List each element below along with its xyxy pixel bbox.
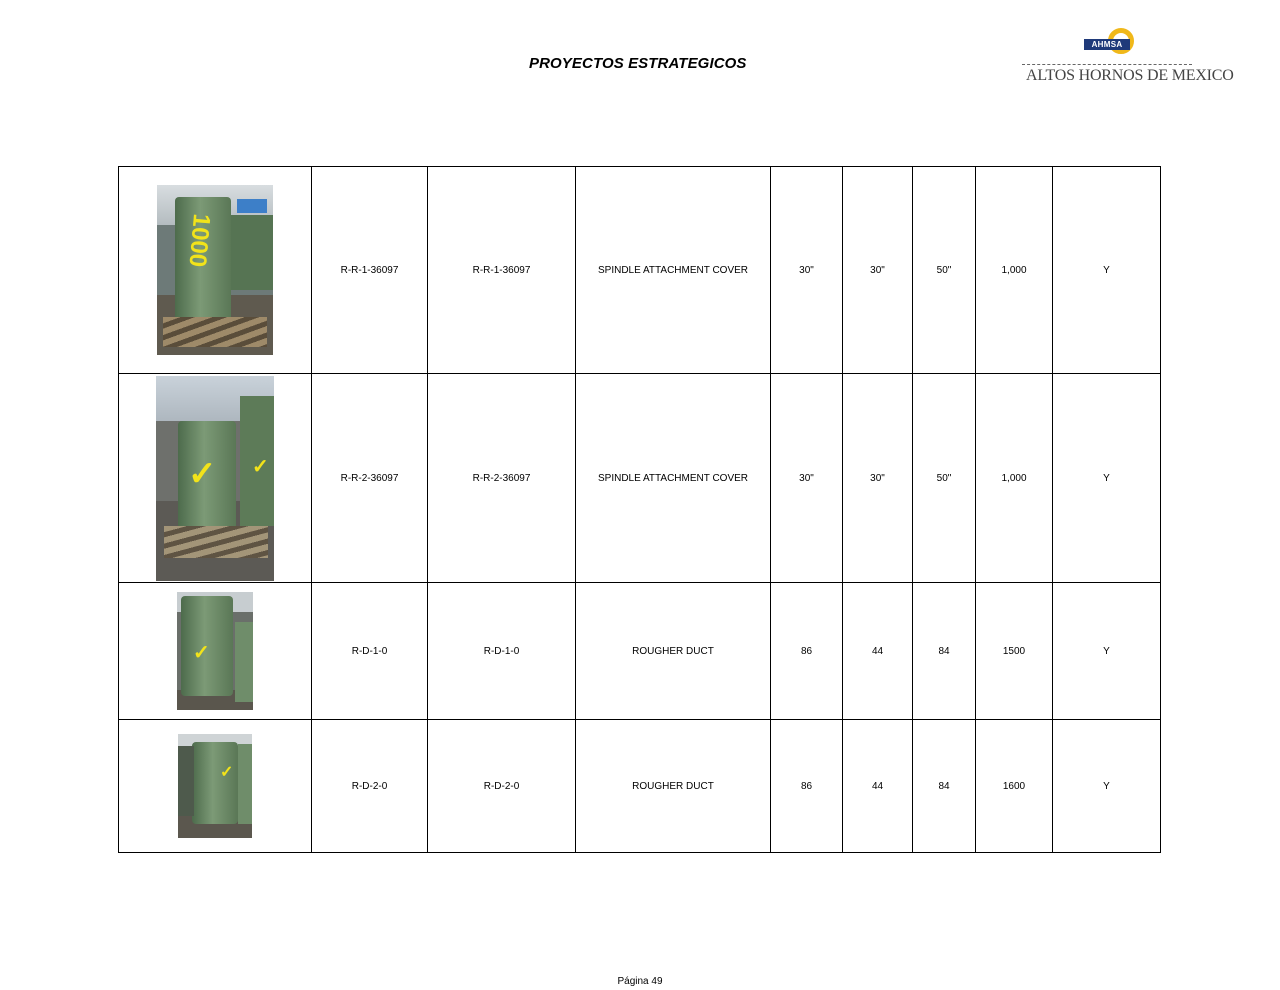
table-row	[119, 167, 1161, 374]
photo-cell	[119, 374, 312, 583]
photo-cell	[119, 167, 312, 374]
dimension-2-cell: 30"	[843, 374, 913, 583]
dimension-1-cell: 86	[771, 583, 843, 720]
dimension-2-cell: 44	[843, 720, 913, 853]
code-cell: R-D-1-0	[312, 583, 428, 720]
weight-cell: 1,000	[976, 374, 1053, 583]
dimension-1-cell: 30"	[771, 374, 843, 583]
dimension-1-cell: 86	[771, 720, 843, 853]
table-row	[119, 374, 1161, 583]
description-cell: ROUGHER DUCT	[576, 583, 771, 720]
code-cell: R-D-2-0	[312, 720, 428, 853]
weight-cell: 1,000	[976, 167, 1053, 374]
dimension-3-cell: 50"	[913, 167, 976, 374]
company-logo	[1020, 24, 1234, 88]
logo-badge: AHMSA	[1084, 39, 1130, 50]
logo-divider	[1022, 64, 1192, 65]
dimension-1-cell: 30"	[771, 167, 843, 374]
dimension-3-cell: 50"	[913, 374, 976, 583]
weight-cell: 1600	[976, 720, 1053, 853]
page-title: PROYECTOS ESTRATEGICOS	[529, 55, 747, 72]
flag-cell: Y	[1053, 374, 1161, 583]
flag-cell: Y	[1053, 167, 1161, 374]
parts-table	[118, 166, 1161, 853]
code-cell: R-R-2-36097	[312, 374, 428, 583]
code-cell: R-R-1-36097	[312, 167, 428, 374]
rougher-duct-photo: ✓	[177, 592, 253, 710]
dimension-3-cell: 84	[913, 583, 976, 720]
part-number-cell: R-R-1-36097	[428, 167, 576, 374]
photo-cell	[119, 583, 312, 720]
table-row	[119, 583, 1161, 720]
photo-cell	[119, 720, 312, 853]
page-number: Página 49	[617, 976, 663, 987]
flag-cell: Y	[1053, 720, 1161, 853]
dimension-2-cell: 44	[843, 583, 913, 720]
table-row	[119, 720, 1161, 853]
flag-cell: Y	[1053, 583, 1161, 720]
description-cell: ROUGHER DUCT	[576, 720, 771, 853]
logo-name: ALTOS HORNOS DE MEXICO	[1026, 67, 1234, 84]
weight-cell: 1500	[976, 583, 1053, 720]
spindle-cover-photo: 1000	[157, 185, 273, 355]
part-number-cell: R-D-1-0	[428, 583, 576, 720]
dimension-3-cell: 84	[913, 720, 976, 853]
spindle-cover-photo: ✓ ✓	[156, 376, 274, 581]
description-cell: SPINDLE ATTACHMENT COVER	[576, 167, 771, 374]
rougher-duct-photo: ✓	[178, 734, 252, 838]
description-cell: SPINDLE ATTACHMENT COVER	[576, 374, 771, 583]
dimension-2-cell: 30"	[843, 167, 913, 374]
part-number-cell: R-R-2-36097	[428, 374, 576, 583]
part-number-cell: R-D-2-0	[428, 720, 576, 853]
